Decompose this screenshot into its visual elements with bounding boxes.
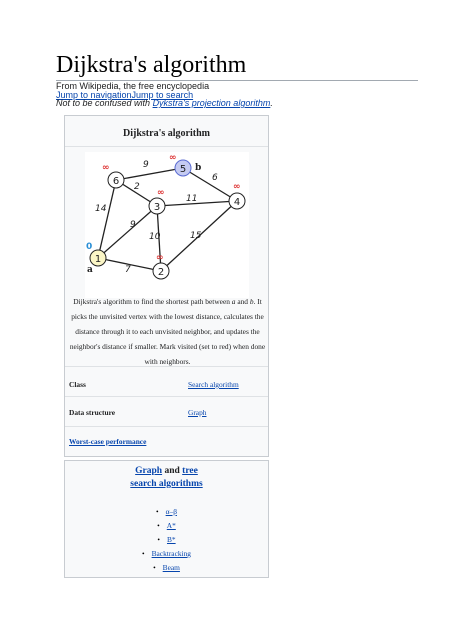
weight-3-2: 10 xyxy=(149,232,161,242)
weight-6-5: 9 xyxy=(143,160,149,170)
bullet-icon: • xyxy=(157,521,160,530)
list-item xyxy=(65,561,268,575)
infobox-caption xyxy=(69,294,266,369)
dykstra-projection-link[interactable]: Dykstra's projection algorithm xyxy=(152,98,271,108)
nav-item-beam[interactable]: Beam xyxy=(162,563,180,572)
tree-nav-link[interactable]: tree xyxy=(182,466,198,476)
svg-text:1: 1 xyxy=(94,254,102,265)
bullet-icon: • xyxy=(156,507,159,516)
infobox-title: Dijkstra's algorithm xyxy=(123,128,210,139)
dijkstra-graph-animation xyxy=(85,152,249,298)
weight-2-4: 15 xyxy=(190,231,202,241)
infobox-divider xyxy=(65,396,268,397)
weight-1-2: 7 xyxy=(125,265,131,275)
worst-case-performance-link[interactable]: Worst-case performance xyxy=(69,437,147,446)
distance-mark-5: ∞ xyxy=(169,153,177,163)
distance-mark-3: ∞ xyxy=(157,188,165,198)
svg-text:2: 2 xyxy=(157,267,165,278)
navbox-heading-and: and xyxy=(162,466,183,476)
node-5 xyxy=(175,160,191,176)
nav-item-b-star[interactable]: B* xyxy=(166,535,176,544)
caption-a: a xyxy=(231,297,236,306)
row-label-class: Class xyxy=(69,380,86,389)
nav-item-alpha-beta[interactable]: α–β xyxy=(165,507,177,516)
tagline: From Wikipedia, the free encyclopedia xyxy=(56,81,210,91)
endpoint-label-b: b xyxy=(195,163,202,173)
distance-mark-1: 0 xyxy=(86,242,93,252)
weight-6-3: 2 xyxy=(134,182,140,192)
hatnote-prefix: Not to be confused with xyxy=(56,98,153,108)
hatnote-suffix: . xyxy=(270,98,273,108)
search-algorithm-link[interactable]: Search algorithm xyxy=(188,380,239,389)
bullet-icon: • xyxy=(153,563,156,572)
distance-mark-6: ∞ xyxy=(102,163,110,173)
navbox xyxy=(64,460,269,578)
jump-to-navigation-link[interactable]: Jump to navigation xyxy=(56,90,132,100)
caption-b: b xyxy=(249,297,254,306)
navbox-heading xyxy=(65,465,268,491)
bullet-icon: • xyxy=(157,535,160,544)
graph-nav-link[interactable]: Graph xyxy=(135,466,163,476)
edge-6-5 xyxy=(116,168,183,180)
graph-link[interactable]: Graph xyxy=(188,408,207,417)
navbox-list xyxy=(65,505,268,575)
svg-text:4: 4 xyxy=(233,197,241,208)
bullet-icon: • xyxy=(142,549,145,558)
weight-3-4: 11 xyxy=(186,194,198,204)
svg-text:3: 3 xyxy=(153,202,161,213)
caption-text-1: Dijkstra's algorithm to find the shortest path between xyxy=(73,297,232,306)
nav-item-backtracking[interactable]: Backtracking xyxy=(151,549,191,558)
jump-to-search-link[interactable]: Jump to search xyxy=(131,90,194,100)
svg-text:5: 5 xyxy=(179,164,187,175)
caption-text-2: and xyxy=(235,297,250,306)
row-label-data-structure: Data structure xyxy=(69,408,116,417)
node-3 xyxy=(149,198,165,214)
caption-text-3: . It picks the unvisited vertex with the lowest distance, calculates the distance through it to each unvisited neighbor, and updates the neighbor's distance if smaller. Mark visited (set to red) when done with neighbors. xyxy=(69,297,266,366)
endpoint-label-a: a xyxy=(87,265,93,275)
list-item xyxy=(65,505,268,519)
weight-5-4: 6 xyxy=(212,173,218,183)
page-title: Dijkstra's algorithm xyxy=(56,52,247,78)
nav-item-a-star[interactable]: A* xyxy=(166,521,176,530)
node-4 xyxy=(229,193,245,209)
node-2 xyxy=(153,263,169,279)
distance-mark-2: ∞ xyxy=(156,253,164,263)
svg-text:6: 6 xyxy=(112,176,120,187)
edge-1-6 xyxy=(98,180,116,258)
distance-mark-4: ∞ xyxy=(233,182,241,192)
list-item xyxy=(65,533,268,547)
infobox-divider xyxy=(65,426,268,427)
infobox xyxy=(64,115,269,457)
infobox-divider xyxy=(65,146,268,147)
hatnote xyxy=(56,98,273,109)
list-item xyxy=(65,547,268,561)
node-1 xyxy=(90,250,106,266)
search-algorithms-link[interactable]: search algorithms xyxy=(130,479,203,489)
node-6 xyxy=(108,172,124,188)
infobox-divider xyxy=(65,366,268,367)
list-item xyxy=(65,519,268,533)
weight-1-3: 9 xyxy=(130,220,136,230)
weight-1-6: 14 xyxy=(95,204,107,214)
